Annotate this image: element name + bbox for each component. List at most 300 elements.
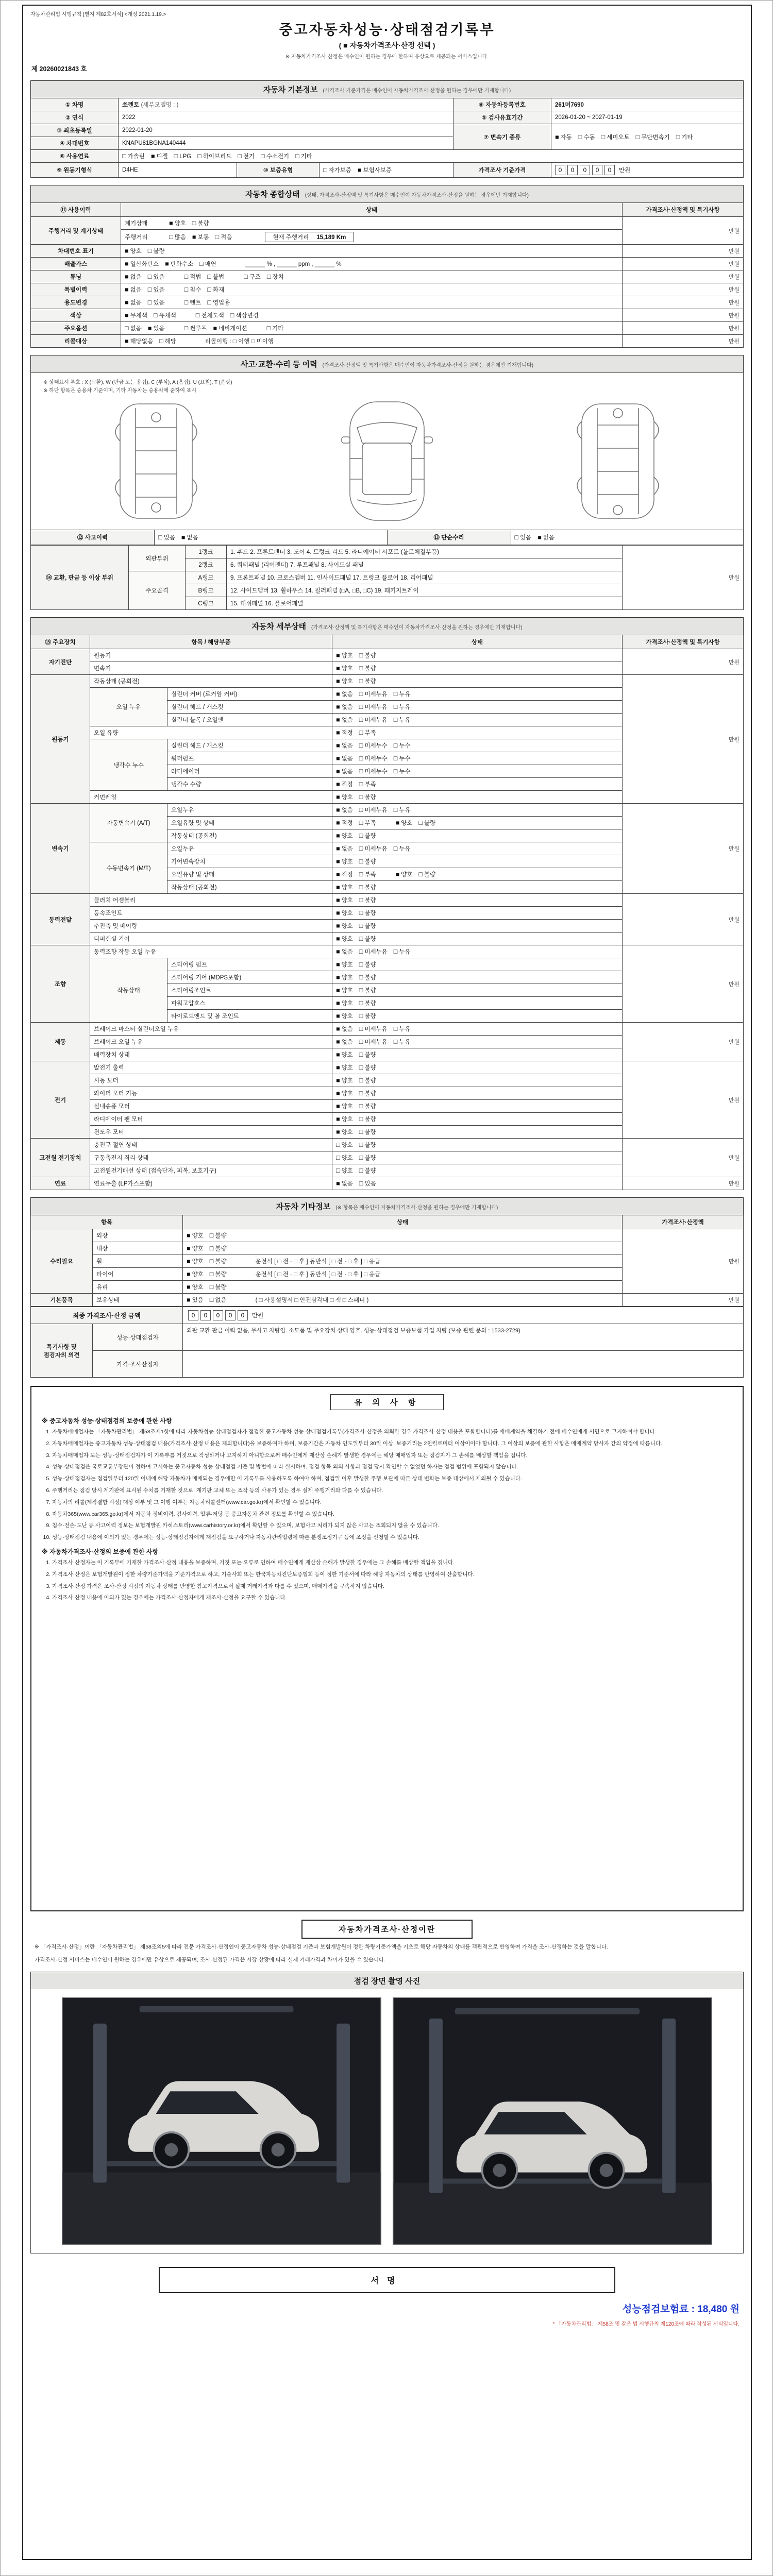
- state-cell: [332, 1074, 623, 1087]
- checkbox-option[interactable]: □ 많음: [169, 233, 186, 241]
- checkbox-option[interactable]: □ 미세누유: [359, 1038, 388, 1045]
- checkbox-icon: ■: [395, 871, 400, 878]
- field-label: ① 차명: [31, 98, 119, 111]
- checkbox-icon: □: [393, 690, 398, 698]
- checkbox-icon: ■: [125, 273, 129, 280]
- checkbox-option[interactable]: ■ 양호: [336, 987, 353, 994]
- checkbox-option[interactable]: □ 미세누유: [359, 845, 388, 852]
- option-group: [336, 690, 417, 698]
- checkbox-option[interactable]: □ 있음: [158, 534, 175, 541]
- checkbox-option[interactable]: □ 불량: [359, 999, 376, 1007]
- checkbox-option[interactable]: □ 기타: [295, 152, 312, 160]
- state-cell: [332, 688, 623, 701]
- checkbox-option[interactable]: ■ 없음: [336, 1025, 353, 1032]
- checkbox-icon: ■: [555, 133, 559, 141]
- checkbox-option[interactable]: □ 미세누수: [359, 742, 388, 749]
- checkbox-option[interactable]: □ 누유: [393, 716, 411, 723]
- checkbox-icon: □: [601, 133, 606, 141]
- item-label: 내장: [93, 1242, 183, 1255]
- checkbox-option[interactable]: □ 있음: [147, 286, 165, 293]
- checkbox-option[interactable]: □ 있음: [359, 1180, 376, 1187]
- checkbox-option[interactable]: □ 불량: [192, 219, 209, 227]
- inspector-remarks: [183, 1351, 744, 1378]
- checkbox-icon: ■: [336, 793, 340, 801]
- checkbox-option[interactable]: ■ 양호: [187, 1258, 204, 1265]
- checkbox-option[interactable]: □ 부족: [359, 781, 376, 788]
- checkbox-icon: □: [169, 233, 173, 241]
- checkbox-icon: ■: [125, 286, 129, 293]
- checkbox-icon: □: [359, 987, 363, 994]
- price-digit: 0: [604, 165, 615, 175]
- option-group: [336, 1050, 382, 1059]
- checkbox-icon: □: [514, 534, 519, 541]
- checkbox-option[interactable]: □ 장치: [266, 273, 284, 280]
- checkbox-icon: □: [359, 819, 363, 826]
- checkbox-option[interactable]: □ 누유: [393, 948, 411, 955]
- checkbox-icon: □: [336, 1154, 340, 1161]
- option-group: [336, 780, 382, 788]
- inspector-role: 성능·상태점검자: [93, 1324, 183, 1351]
- checkbox-option[interactable]: □ 불량: [359, 1012, 376, 1020]
- checkbox-option[interactable]: □ 양호: [336, 1141, 353, 1148]
- checkbox-option[interactable]: ■ 양호: [336, 1128, 353, 1136]
- item-label: 스티어링조인트: [167, 984, 332, 997]
- checkbox-option[interactable]: ■ 양호: [336, 999, 353, 1007]
- checkbox-option[interactable]: □ 미세누수: [359, 768, 388, 775]
- checkbox-option[interactable]: ■ 양호: [336, 1090, 353, 1097]
- checkbox-option[interactable]: □ 불량: [359, 677, 376, 685]
- checkbox-option[interactable]: ■ 양호: [336, 1051, 353, 1058]
- checkbox-option[interactable]: □ 불량: [209, 1258, 227, 1265]
- checkbox-icon: □: [359, 781, 363, 788]
- item-label: 구동축전지 격리 상태: [90, 1151, 332, 1164]
- checkbox-icon: □: [295, 152, 299, 160]
- checkbox-option[interactable]: □ 불량: [418, 819, 436, 826]
- checkbox-option[interactable]: ■ 자동: [555, 133, 572, 141]
- checkbox-option[interactable]: □ 기타: [266, 325, 284, 332]
- state-row: [31, 322, 744, 335]
- option-group: [125, 337, 182, 345]
- item-label: 윈도우 모터: [90, 1126, 332, 1139]
- checkbox-option[interactable]: □ 없음: [125, 325, 142, 332]
- checkbox-option[interactable]: ■ 양호: [336, 909, 353, 917]
- checkbox-option[interactable]: □ 침수: [184, 286, 201, 293]
- column-header: ⑮ 주요장치: [31, 635, 90, 649]
- state-cell: [332, 1177, 623, 1190]
- field-label: ⑩ 보증유형: [237, 163, 320, 178]
- checkbox-option[interactable]: ■ 양호: [336, 961, 353, 968]
- state-row: [31, 1229, 744, 1242]
- group-label: 튜닝: [31, 270, 121, 283]
- checkbox-icon: □: [147, 286, 152, 293]
- group-label: 동력전달: [31, 894, 90, 945]
- option-group: [125, 273, 171, 281]
- checkbox-option[interactable]: □ 불량: [147, 247, 165, 255]
- table-header-row: [31, 1215, 744, 1229]
- option-group: [169, 233, 238, 241]
- checkbox-option[interactable]: □ 전체도색: [195, 312, 224, 319]
- checkbox-option[interactable]: □ 세미오토: [601, 133, 630, 141]
- checkbox-option[interactable]: □ 미세누유: [359, 1025, 388, 1032]
- checkbox-option[interactable]: □ 불량: [209, 1245, 227, 1252]
- field-value: 261머7690: [551, 98, 744, 111]
- checkbox-option[interactable]: □ 불량: [359, 1141, 376, 1148]
- checkbox-option[interactable]: □ 불량: [359, 1077, 376, 1084]
- checkbox-option[interactable]: ■ 없음: [181, 534, 198, 541]
- checkbox-option[interactable]: □ LPG: [174, 152, 192, 160]
- price-cell: 만원: [623, 1177, 744, 1190]
- item-label: 추진축 및 베어링: [90, 920, 332, 933]
- checkbox-option[interactable]: ■ 양호: [336, 652, 353, 659]
- checkbox-option[interactable]: □ 불량: [359, 1051, 376, 1058]
- checkbox-option[interactable]: □ 불량: [359, 935, 376, 942]
- checkbox-option[interactable]: □ 양호: [336, 1167, 353, 1174]
- checkbox-option[interactable]: □ 불량: [359, 1090, 376, 1097]
- state-cell: [332, 1126, 623, 1139]
- item-label: 발전기 출력: [90, 1061, 332, 1074]
- item-label: 브레이크 오일 누유: [90, 1036, 332, 1048]
- checkbox-option[interactable]: ■ 적정: [336, 871, 353, 878]
- checkbox-icon: ■: [336, 677, 340, 685]
- notice-item: 2. 가격조사·산정은 보험개발원이 정한 차량기준가액을 기준가격으로 하고, 기술사회 또는 한국자동차진단보증협회 등이 정한 기준서에 따라 해당 자동차의 상태를 반영하여 산출합니다.: [52, 1570, 732, 1579]
- checkbox-option[interactable]: ■ 탄화수소: [165, 260, 194, 267]
- checkbox-option[interactable]: ■ 있음: [147, 325, 165, 332]
- checkbox-option[interactable]: ■ 없음: [125, 299, 142, 306]
- checkbox-icon: □: [359, 935, 363, 942]
- checkbox-icon: ■: [125, 299, 129, 306]
- checkbox-option[interactable]: ■ 양호: [336, 1077, 353, 1084]
- checkbox-option[interactable]: □ 미세누수: [359, 755, 388, 762]
- checkbox-option[interactable]: □ 수동: [578, 133, 595, 141]
- checkbox-option[interactable]: □ 불량: [359, 652, 376, 659]
- checkbox-option[interactable]: ■ 없음: [336, 755, 353, 762]
- checkbox-icon: □: [393, 1038, 398, 1045]
- price-cell: 만원: [623, 1294, 744, 1307]
- checkbox-option[interactable]: □ 불량: [359, 1103, 376, 1110]
- group-label: 색상: [31, 309, 121, 322]
- checkbox-option[interactable]: □ 불량: [359, 1154, 376, 1161]
- rank-label: C랭크: [186, 597, 227, 610]
- checkbox-option[interactable]: ■ 적정: [336, 729, 353, 736]
- rank-label: A랭크: [186, 571, 227, 584]
- item-label: 와이퍼 모터 기능: [90, 1087, 332, 1100]
- checkbox-option[interactable]: ■ 없음: [336, 948, 353, 955]
- checkbox-icon: ■: [336, 1077, 340, 1084]
- checkbox-icon: □: [209, 1245, 214, 1252]
- checkbox-option[interactable]: ■ 양호: [336, 1012, 353, 1020]
- checkbox-option[interactable]: ■ 양호: [336, 884, 353, 891]
- warranty-options: [320, 163, 453, 178]
- checkbox-option[interactable]: □ 기타: [676, 133, 693, 141]
- state-cell: [183, 1281, 623, 1294]
- checkbox-option[interactable]: □ 불량: [209, 1283, 227, 1291]
- state-row: [31, 296, 744, 309]
- overall-state-section: [30, 202, 744, 348]
- checkbox-option[interactable]: □ 불법: [207, 273, 225, 280]
- checkbox-option[interactable]: □ 불량: [359, 987, 376, 994]
- checkbox-option[interactable]: □ 불량: [359, 1128, 376, 1136]
- checkbox-option[interactable]: □ 누수: [393, 755, 411, 762]
- transmission-options: [551, 124, 744, 150]
- checkbox-option[interactable]: □ 매연: [199, 260, 216, 267]
- checkbox-icon: □: [359, 1090, 363, 1097]
- checkbox-option[interactable]: □ 유채색: [153, 312, 176, 319]
- checkbox-option[interactable]: □ 불량: [359, 832, 376, 839]
- price-cell: 만원: [623, 245, 744, 258]
- checkbox-option[interactable]: □ 적음: [215, 233, 232, 241]
- checkbox-option[interactable]: ■ 없음: [125, 286, 142, 293]
- checkbox-option[interactable]: □ 누유: [393, 1025, 411, 1032]
- signature-row: [30, 2267, 744, 2293]
- checkbox-option[interactable]: □ 불량: [359, 858, 376, 865]
- checkbox-option[interactable]: ■ 양호: [187, 1283, 204, 1291]
- checkbox-option[interactable]: □ 썬루프: [184, 325, 207, 332]
- option-group: [336, 1102, 382, 1110]
- checkbox-icon: □: [393, 806, 398, 814]
- group-label: 기본품목: [31, 1294, 93, 1307]
- checkbox-option[interactable]: ■ 양호: [336, 1064, 353, 1071]
- checkbox-icon: ■: [336, 1012, 340, 1020]
- state-cell: [332, 1100, 623, 1113]
- state-cell: [332, 894, 623, 907]
- checkbox-option[interactable]: ■ 양호: [187, 1270, 204, 1278]
- state-cell: [332, 765, 623, 778]
- document-header: [30, 19, 744, 60]
- section-detail-header: [30, 617, 744, 635]
- item-label: 커먼레일: [90, 791, 332, 804]
- checkbox-option[interactable]: □ 미세누유: [359, 806, 388, 814]
- checkbox-option[interactable]: ■ 보험사보증: [358, 166, 392, 174]
- field-label: ⑦ 변속기 종류: [453, 124, 551, 150]
- checkbox-option[interactable]: □ 부족: [359, 729, 376, 736]
- checkbox-option[interactable]: ■ 양호: [336, 1115, 353, 1123]
- checkbox-option[interactable]: □ 부족: [359, 819, 376, 826]
- checkbox-option[interactable]: ■ 없음: [336, 806, 353, 814]
- simple-repair-options: [511, 530, 744, 545]
- checkbox-option[interactable]: ■ 디젤: [150, 152, 168, 160]
- checkbox-icon: ■: [358, 166, 362, 174]
- option-group: [336, 754, 417, 762]
- checkbox-option[interactable]: □ 누유: [393, 703, 411, 710]
- checkbox-option[interactable]: ■ 적정: [336, 819, 353, 826]
- checkbox-option[interactable]: ■ 양호: [336, 935, 353, 942]
- checkbox-option[interactable]: ■ 양호: [169, 219, 186, 227]
- checkbox-option[interactable]: ■ 일산화탄소: [125, 260, 159, 267]
- option-group: [184, 298, 237, 307]
- option-group: [336, 883, 382, 891]
- checkbox-option[interactable]: ■ 양호: [125, 247, 142, 255]
- checkbox-option[interactable]: □ 있음: [147, 299, 165, 306]
- checkbox-option[interactable]: □ 불량: [359, 922, 376, 929]
- checkbox-option[interactable]: ■ 있음: [187, 1296, 204, 1303]
- checkbox-option[interactable]: □ 불량: [359, 793, 376, 801]
- price-cell: 만원: [623, 804, 744, 894]
- checkbox-option[interactable]: □ 없음: [209, 1296, 227, 1303]
- checkbox-option[interactable]: □ 누수: [393, 742, 411, 749]
- checkbox-option[interactable]: ■ 양호: [336, 896, 353, 904]
- checkbox-option[interactable]: ■ 없음: [336, 703, 353, 710]
- checkbox-option[interactable]: □ 적법: [184, 273, 201, 280]
- state-cell: [332, 739, 623, 752]
- checkbox-option[interactable]: □ 불량: [359, 896, 376, 904]
- checkbox-option[interactable]: □ 렌트: [184, 299, 201, 306]
- checkbox-option[interactable]: ■ 양호: [336, 922, 353, 929]
- field-value: 쏘렌토 (세부모델명 : ): [119, 98, 453, 111]
- checkbox-option[interactable]: □ 불량: [359, 1064, 376, 1071]
- checkbox-option[interactable]: □ 부족: [359, 871, 376, 878]
- signature-box[interactable]: 서명: [159, 2267, 615, 2293]
- item-label: 오일누유: [167, 842, 332, 855]
- checkbox-option[interactable]: ■ 해당없음: [125, 337, 153, 345]
- panel-items: 9. 프론트패널 10. 크로스멤버 11. 인사이드패널 17. 트렁크 플로어 18. 리어패널: [227, 571, 623, 584]
- price-cell: 만원: [623, 335, 744, 348]
- state-row: [31, 309, 744, 322]
- checkbox-icon: □: [323, 166, 327, 174]
- section-accident-header: [30, 355, 744, 372]
- section-note: (※ 항목은 매수인이 자동차가격조사·산정을 원하는 경우에만 기재합니다): [335, 1205, 498, 1211]
- checkbox-option[interactable]: ■ 양호: [336, 858, 353, 865]
- state-cell: [183, 1255, 623, 1268]
- row-label: 계기상태: [125, 221, 148, 227]
- checkbox-option[interactable]: □ 누수: [393, 768, 411, 775]
- checkbox-option[interactable]: □ 불량: [418, 871, 436, 878]
- checkbox-option[interactable]: ■ 양호: [336, 665, 353, 672]
- checkbox-option[interactable]: □ 누유: [393, 845, 411, 852]
- checkbox-option[interactable]: □ 무단변속기: [635, 133, 670, 141]
- item-label: 실린더 헤드 / 개스킷: [167, 701, 332, 714]
- option-group: [187, 1270, 233, 1278]
- checkbox-icon: □: [197, 152, 201, 160]
- checkbox-option[interactable]: ■ 무채색: [125, 312, 147, 319]
- section-note: (가격조사·산정액 및 특기사항은 매수인이 자동차가격조사·산정을 원하는 경우에만 기재합니다): [322, 363, 534, 368]
- checkbox-option[interactable]: ■ 양호: [336, 974, 353, 981]
- checkbox-icon: ■: [336, 703, 340, 710]
- checkbox-option[interactable]: □ 미세누유: [359, 690, 388, 698]
- checkbox-option[interactable]: ■ 없음: [125, 273, 142, 280]
- checkbox-icon: ■: [336, 999, 340, 1007]
- price-digit: 0: [580, 165, 590, 175]
- panel-items: 6. 쿼터패널 (리어펜더) 7. 루프패널 8. 사이드실 패널: [227, 558, 623, 571]
- field-label: ④ 차대번호: [31, 137, 119, 150]
- checkbox-option[interactable]: □ 불량: [359, 884, 376, 891]
- checkbox-option[interactable]: ■ 적정: [336, 781, 353, 788]
- item-label: 스티어링 펌프: [167, 958, 332, 971]
- option-group: [336, 1063, 382, 1072]
- checkbox-option[interactable]: □ 해당: [159, 337, 176, 345]
- checkbox-option[interactable]: ■ 양호: [336, 677, 353, 685]
- checkbox-option[interactable]: □ 전기: [238, 152, 255, 160]
- checkbox-option[interactable]: ■ 보통: [192, 233, 209, 241]
- checkbox-option[interactable]: ■ 양호: [336, 793, 353, 801]
- option-group: [336, 844, 417, 853]
- checkbox-option[interactable]: □ 미세누유: [359, 948, 388, 955]
- notice-item: 2. 자동차매매업자는 중고자동차 성능·상태점검 내용(가격조사·산정 내용은 제외합니다)을 보증하여야 하며, 보증기간은 자동차 인도일부터 30일 이상, 보증거리는 2천킬로미터 이상이어야 합니다. 그 이상의 보증에 관한 사항은 매매계약 당사자 간의 약정에 따릅니다.: [52, 1439, 732, 1448]
- checkbox-option[interactable]: ■ 없음: [336, 1038, 353, 1045]
- checkbox-option[interactable]: □ 불량: [359, 909, 376, 917]
- checkbox-option[interactable]: □ 불량: [359, 665, 376, 672]
- checkbox-option[interactable]: □ 양호: [336, 1154, 353, 1161]
- checkbox-option[interactable]: □ 불량: [209, 1270, 227, 1278]
- final-price-section: [30, 1307, 744, 1378]
- checkbox-option[interactable]: ■ 네비게이션: [213, 325, 247, 332]
- checkbox-option[interactable]: ■ 없음: [336, 716, 353, 723]
- notice-item: 4. 가격조사·산정 내용에 이의가 있는 경우에는 가격조사·산정자에게 재조사·산정을 요구할 수 있습니다.: [52, 1594, 732, 1602]
- checkbox-option[interactable]: □ 불량: [209, 1232, 227, 1239]
- price-digit: 0: [238, 1310, 248, 1320]
- checkbox-option[interactable]: □ 누유: [393, 690, 411, 698]
- notice-item: 10. 성능·상태점검 내용에 이의가 있는 경우에는 성능·상태점검자에게 재점검을 요구하거나 자동차관리법령에 따른 분쟁조정기구 등에 조정을 신청할 수 있습니다.: [52, 1533, 732, 1542]
- checkbox-option[interactable]: □ 자가보증: [323, 166, 351, 174]
- checkbox-option[interactable]: ■ 양호: [187, 1232, 204, 1239]
- checkbox-option[interactable]: □ 누유: [393, 806, 411, 814]
- extra-text: 운전석 [ □ 전 · □ 후 ] 동반석 [ □ 전 · □ 후 ] □ 응급: [255, 1272, 381, 1278]
- state-cell: [332, 1023, 623, 1036]
- state-cell: [332, 752, 623, 765]
- checkbox-icon: □: [359, 909, 363, 917]
- checkbox-option[interactable]: □ 불량: [359, 1115, 376, 1123]
- checkbox-option[interactable]: □ 색상변경: [230, 312, 259, 319]
- checkbox-option[interactable]: ■ 없음: [336, 1180, 353, 1187]
- checkbox-option[interactable]: □ 불량: [359, 974, 376, 981]
- state-cell: [332, 714, 623, 726]
- checkbox-option[interactable]: ■ 양호: [187, 1245, 204, 1252]
- checkbox-icon: □: [359, 652, 363, 659]
- checkbox-option[interactable]: ■ 없음: [336, 845, 353, 852]
- checkbox-option[interactable]: □ 미세누유: [359, 703, 388, 710]
- price-cell: 만원: [623, 296, 744, 309]
- state-cell: [332, 804, 623, 817]
- column-header: 가격조사·산정액 및 특기사항: [623, 635, 744, 649]
- checkbox-option[interactable]: ■ 양호: [336, 832, 353, 839]
- checkbox-option[interactable]: ■ 없음: [537, 534, 555, 541]
- state-cell: [121, 296, 623, 309]
- checkbox-option[interactable]: ■ 양호: [336, 1103, 353, 1110]
- state-row: [31, 804, 744, 817]
- checkbox-option[interactable]: □ 있음: [147, 273, 165, 280]
- checkbox-icon: □: [359, 1103, 363, 1110]
- checkbox-icon: ■: [336, 1180, 340, 1187]
- checkbox-option[interactable]: □ 하이브리드: [197, 152, 232, 160]
- checkbox-option[interactable]: □ 불량: [359, 1167, 376, 1174]
- price-cell: 만원: [623, 283, 744, 296]
- checkbox-option[interactable]: □ 화재: [207, 286, 225, 293]
- state-cell: [183, 1229, 623, 1242]
- checkbox-option[interactable]: ■ 없음: [336, 690, 353, 698]
- checkbox-option[interactable]: □ 영업용: [207, 299, 230, 306]
- checkbox-option[interactable]: ■ 양호: [395, 871, 413, 878]
- checkbox-option[interactable]: □ 가솔린: [122, 152, 145, 160]
- checkbox-option[interactable]: ■ 없음: [336, 768, 353, 775]
- option-group: [336, 1025, 417, 1033]
- option-group: [336, 947, 417, 956]
- notice-title: 유 의 사 항: [330, 1394, 444, 1410]
- checkbox-option[interactable]: □ 구조: [244, 273, 261, 280]
- checkbox-icon: □: [635, 133, 640, 141]
- checkbox-option[interactable]: □ 미세누유: [359, 716, 388, 723]
- checkbox-option[interactable]: □ 누유: [393, 1038, 411, 1045]
- checkbox-icon: □: [174, 152, 178, 160]
- checkbox-option[interactable]: □ 있음: [514, 534, 532, 541]
- notice-title-wrap: [42, 1394, 732, 1410]
- checkbox-icon: □: [209, 1232, 214, 1239]
- checkbox-option[interactable]: □ 수소전기: [261, 152, 290, 160]
- checkbox-option[interactable]: ■ 양호: [395, 819, 413, 826]
- option-group: [187, 1231, 233, 1240]
- checkbox-option[interactable]: ■ 없음: [336, 742, 353, 749]
- checkbox-option[interactable]: □ 불량: [359, 961, 376, 968]
- checkbox-icon: □: [359, 1051, 363, 1058]
- field-value: 2022: [119, 111, 453, 124]
